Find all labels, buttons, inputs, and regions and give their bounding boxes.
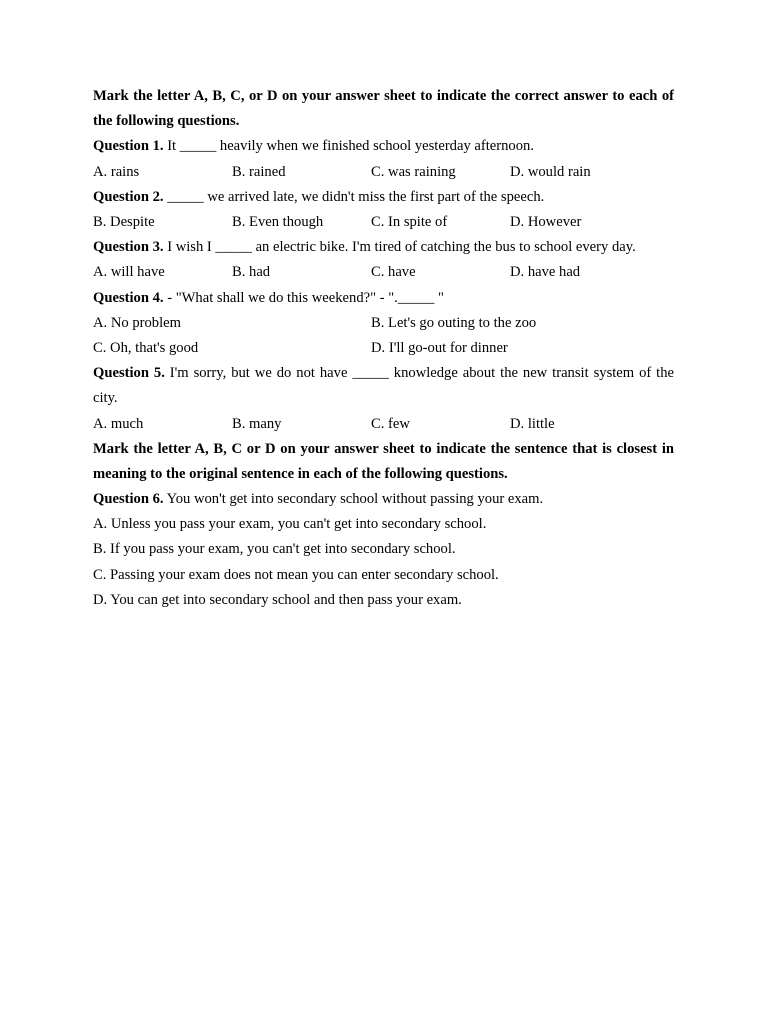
section-instruction: Mark the letter A, B, C, or D on your answer sheet to indicate the correct answer to each of the following questions. xyxy=(93,88,674,130)
option-c: C. Passing your exam does not mean you can enter secondary school. xyxy=(93,566,499,583)
option-c: C. Oh, that's good xyxy=(93,339,199,356)
question-text: You won't get into secondary school without passing your exam. xyxy=(163,491,544,508)
question-label: Question 1. xyxy=(93,138,164,155)
question-text: I wish I _____ an electric bike. I'm tired of catching the bus to school every day. xyxy=(163,239,636,256)
option-c: C. few xyxy=(371,415,410,432)
option-b: B. Even though xyxy=(232,213,324,230)
question-text: - "What shall we do this weekend?" - "._____ " xyxy=(163,289,444,306)
question-3 xyxy=(93,235,674,260)
question-text: _____ we arrived late, we didn't miss the first part of the speech. xyxy=(163,188,545,205)
question-label: Question 5. xyxy=(93,365,165,382)
option-a: B. Despite xyxy=(93,213,155,230)
option-a: A. will have xyxy=(93,264,165,281)
option-d: D. I'll go-out for dinner xyxy=(371,339,508,356)
option-c: C. was raining xyxy=(371,163,456,180)
exam-page xyxy=(93,84,674,613)
option-d: D. However xyxy=(510,213,582,230)
question-text: I'm sorry, but we do not have _____ knowledge about the new transit system of the city. xyxy=(93,365,674,407)
option-a: A. No problem xyxy=(93,314,181,331)
section-instruction: Mark the letter A, B, C or D on your answer sheet to indicate the sentence that is closest in meaning to the original sentence in each of the following questions. xyxy=(93,440,674,482)
options-row xyxy=(93,412,674,437)
question-4 xyxy=(93,286,674,311)
options-row xyxy=(93,210,674,235)
options-row xyxy=(93,336,674,361)
options-row xyxy=(93,160,674,185)
question-6 xyxy=(93,487,674,512)
option-c: C. In spite of xyxy=(371,213,448,230)
question-label: Question 3. xyxy=(93,239,164,256)
option-d: D. have had xyxy=(510,264,581,281)
option-b: B. Let's go outing to the zoo xyxy=(371,314,537,331)
question-text: It _____ heavily when we finished school yesterday afternoon. xyxy=(163,138,534,155)
question-5 xyxy=(93,361,674,411)
option-b: B. If you pass your exam, you can't get into secondary school. xyxy=(93,541,456,558)
question-2 xyxy=(93,185,674,210)
option-a: A. Unless you pass your exam, you can't get into secondary school. xyxy=(93,516,487,533)
option-d: D. You can get into secondary school and then pass your exam. xyxy=(93,591,462,608)
option-b: B. rained xyxy=(232,163,286,180)
question-label: Question 2. xyxy=(93,188,164,205)
option-a: A. rains xyxy=(93,163,140,180)
option-b: B. had xyxy=(232,264,271,281)
question-label: Question 6. xyxy=(93,491,164,508)
option-b: B. many xyxy=(232,415,282,432)
option-a: A. much xyxy=(93,415,144,432)
option-d: D. little xyxy=(510,415,555,432)
option-d: D. would rain xyxy=(510,163,591,180)
option-c: C. have xyxy=(371,264,416,281)
question-1 xyxy=(93,134,674,159)
options-row xyxy=(93,260,674,285)
options-row xyxy=(93,311,674,336)
question-label: Question 4. xyxy=(93,289,164,306)
